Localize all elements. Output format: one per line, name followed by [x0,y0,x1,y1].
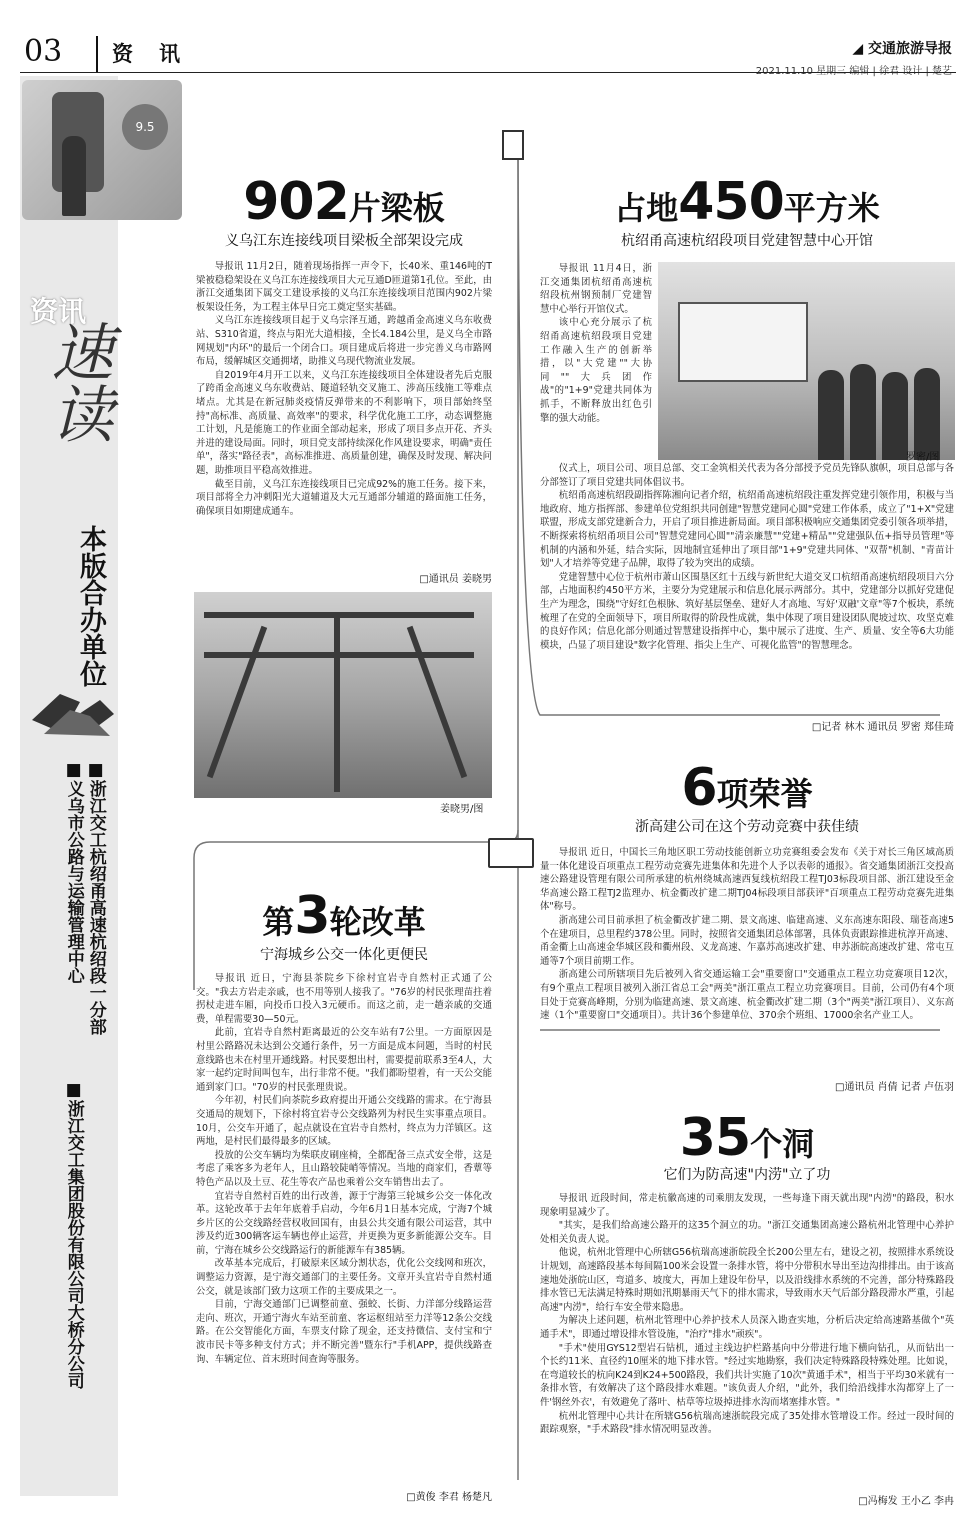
article5-byline: □冯梅发 王小乙 李冉 [858,1496,954,1507]
sidebar-zixun: 资讯 [30,295,87,328]
article2-photo-credit: 罗密/图 [906,452,940,463]
article4-headline: 6项荣誉 [681,758,813,818]
article4-byline: □通讯员 肖倩 记者 卢伍羽 [835,1082,954,1093]
article3-headline: 第3轮改革 [262,886,426,946]
article3-byline: □黄俊 李君 杨楚凡 [406,1492,492,1503]
article2-subtitle: 杭绍甬高速杭绍段项目党建智慧中心开馆 [621,233,873,249]
article2-side-body: 导报讯 11月4日，浙江交通集团杭绍甬高速杭绍段杭州钢预制厂党建智慧中心举行开馆仪式。 该中心充分展示了杭绍甬高速杭绍段项目党建工作融入生产的创新举措，以"大党建""大协同""大兵团作战"的"1+9"党建共同体为抓手，不断释放出红色引擎的强大动能。 [540,263,652,424]
person-icon [62,136,86,216]
article4-subtitle: 浙高建公司在这个劳动竞赛中获佳绩 [635,819,859,835]
section-title: 资讯 [112,42,206,66]
header-divider [96,36,98,72]
article2-byline: □记者 林木 通讯员 罗密 郑佳琦 [811,722,954,733]
article2-headline: 占地450平方米 [614,172,880,232]
page-number: 03 [24,34,63,69]
paper-name: ◢ 交通旅游导报 [852,41,952,57]
paper-logo-icon: ◢ [852,41,868,57]
article5-headline: 35个洞 [679,1108,815,1168]
date-line [756,62,952,77]
article3-body: 导报讯 近日，宁海县茶院乡下徐村宜岩寺自然村正式通了公交。"我去方岩走亲戚，也不用等别人接我了。"76岁的村民张理苗拄着拐杖走进车厢，向投币口投入3元硬币。而这之前，走一趟亲戚的交通费，单程需要30—50元。 此前，宜岩寺自然村距离最近的公交车站有7公里。一方面原因是村里公路路况未达到公交通行条件，另一方面是成本问题，当时的村民意线路也未在村里开通线路。村民要想出村，需要提前联系3至4人，大家一起约定时间叫包车，出行非常不便。"我们都盼望着，有一天公交能通到家门口。"70岁的村民张理贵说。 今年初，村民们向茶院乡政府提出开通公交线路的需求。在宁海县交通局的规划下，下徐村将宜岩寺公交线路列为村民生实事重点项目。10月，公交车开通了，起点就设在宜岩寺自然村，终点为力洋镇区。这两地，是村民们最得最多的区域。 投放的公交车辆均为柴联皮刷座椅，全都配备三点式安全带，这是考虑了乘客多为老年人，且山路较陡峭等情况。当地的商家们，香蕈等特色产品以及土豆、花生等农产品也乘着公交车销售出去了。 宜岩寺自然村百姓的出行改善，源于宁海第三轮城乡公交一体化改革。这轮改革于去年年底着手启动，今年6月1日基本完成，宁海7个城乡片区的公交线路经营权收回国有，由县公共交通有限公司运营，其中涉及约近300辆客运车辆也停止运营，并更换为更多新能源公交车。目前，宁海在城乡公交线路运行的新能源车有385辆。 改革基本完成后，打破原来区域分割状态，优化公交线网和班次，调整运力资源，是宁海交通部门的主要任务。文章开头宜岩寺自然村通公交，就是该部门致力这项工作的主要成果之一。 目前，宁海交通部门已调整前童、强蛟、长街、力洋部分线路运营走向、班次，开通宁海火车站至前童、客运枢纽站至力洋等12条公交线路。在公交智能化方面，车票支付除了现金，还支持微信、支付宝和宁波市民卡等多种支付方式；并不断完善"暨东行"手机APP，提供线路查询、车辆定位、首末班时间查询等服务。 [196,973,492,1365]
sponsor-2: ■义乌市公路与运输管理中心 [63,760,84,984]
article5-body: 导报讯 近段时间，常走杭徽高速的司乘朋友发现，一些每逢下雨天就出现"内涝"的路段，积水现象明显减少了。 "其实，是我们给高速公路开的这35个洞立的功。"浙江交通集团高速公路杭州北管理中心养护处相关负责人说。 他说，杭州北管理中心所辖G56杭瑞高速浙皖段全长200公里左右，建设之初，按照排水系统设计规划，高速路段基本每间隔100米会设置一条排水管，将中分带积水导出至边沟排排出。由于该高速地处浙皖山区，弯道多、坡度大，再加上建设年份早，以及沿线排水系统的不完善，部分特殊路段排水管已无法满足特殊时期如汛期暴雨天气下的排水需求，导致雨水天气后部分路段滞水严重，引起高速"内涝"，给行车安全带来隐患。 为解决上述问题，杭州北管理中心养护技术人员深入勘查实地，分析后决定给高速路基做个"英通手术"，即通过增设排水管设施，"治疗"排水"顽疾"。 "手术"使用GYS12型岩石钻机，通过主线边护栏路基向中分带进行地下横向钻孔，从而钻出一个长约11米、直径约10厘米的地下排水管。"经过实地勘察，我们决定特殊路段特殊处理。比如说，在弯道较长的杭向K24到K24+500路段，我们共计实施了10次"黄通手术"，相当于平均30米就有一条排水管，有效解决了这个路段排水难题。"该负责人介绍，"此外，我们给沿线排水沟都穿上了一件'钢丝外衣'，有效避免了落叶、枯草等垃圾掉进排水沟而堵塞排水管。" 杭州北管理中心共计在所辖G56杭瑞高速浙皖段完成了35处排水管增设工作。经过一段时间的跟踪观察，"手术路段"排水情况明显改善。 [540,1193,954,1436]
article1-body: 导报讯 11月2日，随着现场指挥一声令下，长40米、重146吨的T梁被稳稳架设在义乌江东连接线项目大元互通D匝道第1孔位。至此，由浙江交通集团下属交工建设承接的义乌江东连接线项目范围内902片梁板架设任务，为工程主体早日完工奠定坚实基础。 义乌江东连接线项目起于义乌宗泽互通，跨越甬金高速义乌东收费站、S310省道，终点与阳光大道相接，全长4.184公里，是义乌全市路网规划"内环"的最后一个闭合口。项目建成后将进一步完善义乌市路网布局，缓解城区交通拥堵，助推义乌现代物流业发展。 自2019年4月开工以来，义乌江东连接线项目全体建设者先后克服了跨甬金高速义乌东收费站、隧道轻轨交叉施工、涉高压线施工等难点堵点。尤其是在新冠肺炎疫情反弹带来的不利影响下，项目部始终坚持"高标准、高质量、高效率"的要求，科学优化施工工序，动态调整施工计划，凡是能施工的作业面全部动起来，形成了项目多点开花、齐头并进的建设局面。同时，项目党支部持续深化作风建设要求，明确"责任单"，落实"路径表"，高标准推进、高质量创建，确保及时发现、解决问题，助推项目平稳高效推进。 截至目前，义乌江东连接线项目已完成92%的施工任务。接下来，项目部将全力冲刺阳光大道辅道及大元互通部分辅道的路面施工任务，确保项目如期建成通车。 [196,261,492,517]
laptop-icon [488,838,534,868]
handshake-icon [30,680,116,740]
article1-photo-credit: 姜晓男/图 [440,804,484,815]
article1-headline: 902片梁板 [243,172,445,232]
article2-body: 仪式上，项目公司、项目总部、交工金筑相关代表为各分部授予党员先锋队旗帜，项目总部与各分部签订了项目党建共同体倡议书。 杭绍甬高速杭绍段副指挥陈湘向记者介绍，杭绍甬高速杭绍段注重发挥党建引领作用，积极与当地政府、地方指挥部、参建单位党组织共同创建"智慧党建同心圆"党建工作体系，成立了"1+X"党建联盟，形成支部党建新合力，开启了项目推进新局面。项目部积极响应交通集团党委引领各项举措，不断探索将杭绍甬项目公司"智慧党建同心圆""清亲廉慧""党建+精品""党建强队伍+指导员管理"等机制的内涵和外延，结合实际，因地制宜延伸出了项目部"1+9"党建共同体、"双帮"机制、"青苗计划"人才培养等党建子品牌，取得了较为突出的成绩。 党建智慧中心位于杭州市萧山区围垦区红十五线与新世纪大道交叉口杭绍甬高速杭绍段项目六分部，占地面积约450平方米，主要分为党建展示和信息化展示两部分。其中，党建部分以抓好党建促生产为理念，围绕"守好红色根脉、筑好基层堡垒、建好人才高地、写好'双融'文章"等7个板块，系统梳理了在党的全面领导下，项目所取得的阶段性成就，集中体现了项目建设团队爬坡过坎、攻坚克难的良好作风；信息化部分则通过智慧建设指挥中心，集中展示了进度、生产、质量、安全等6大功能模块，凸显了项目建设"数字化管理、指尖上生产、可视化监管"的智慧理念。 [540,463,954,651]
sidebar-sudu: 速读 [41,320,114,444]
article5-subtitle: 它们为防高速"内涝"立了功 [663,1167,831,1183]
sponsor-1: ■浙江交工杭绍甬高速杭绍段一分部 [85,760,106,1035]
article3-subtitle: 宁海城乡公交一体化更便民 [260,947,428,963]
article4-body: 导报讯 近日，中国长三角地区职工劳动技能创新立功竞赛组委会发布《关于对长三角区域高质量一体化建设百项重点工程劳动竞赛先进集体和先进个人予以表彰的通报》。省交通集团浙江交投高速公路建设管理有限公司所承建的杭州绕城高速西复线杭绍段工程TJ03标段项目部、浙江建设至金华高速公路工程TJ2监理办、杭金衢改扩建二期TJ04标段项目部获评"百项重点工程劳动竞赛先进集体"称号。 浙高建公司目前承担了杭金衢改扩建二期、景文高速、临建高速、义东高速东阳段、瑞苍高速5个在建项目，总里程约378公里。同时，按照省交通集团总体部署，具体负责跟踪推进杭淳开高速、甬金衢上山高速金华城区段和衢州段、义龙高速、乍嘉苏高速改扩建、申苏浙皖高速改扩建、常屯互通等7个项目前期工作。 浙高建公司所辖项目先后被列入省交通运输工会"重要窗口"交通重点工程立功竞赛项目12次，有9个重点工程项目被列入浙江省总工会"两美"浙江重点工程立功竞赛项目。目前，公司仍有4个项目处于竞赛高峰期，分别为临建高速、景文高速、杭金衢改扩建二期（3个"两美"浙江项目）、义东高速（1个"重要窗口"交通项目）。共计36个参建单位、370余个班组、17000余名产业工人。 [540,847,954,1022]
header-rule [20,72,956,73]
article1-subtitle: 义乌江东连接线项目梁板全部架设完成 [225,233,463,249]
speed-badge: 9.5 [122,104,168,150]
sponsor-title: 本版合办单位 [75,525,106,687]
sponsor-3: ■浙江交工集团股份有限公司大桥分公司 [63,1080,84,1389]
document-icon [502,130,524,160]
meeting-photo [658,262,955,460]
article1-byline: □通讯员 姜晓男 [419,574,492,585]
bridge-photo [194,592,492,798]
